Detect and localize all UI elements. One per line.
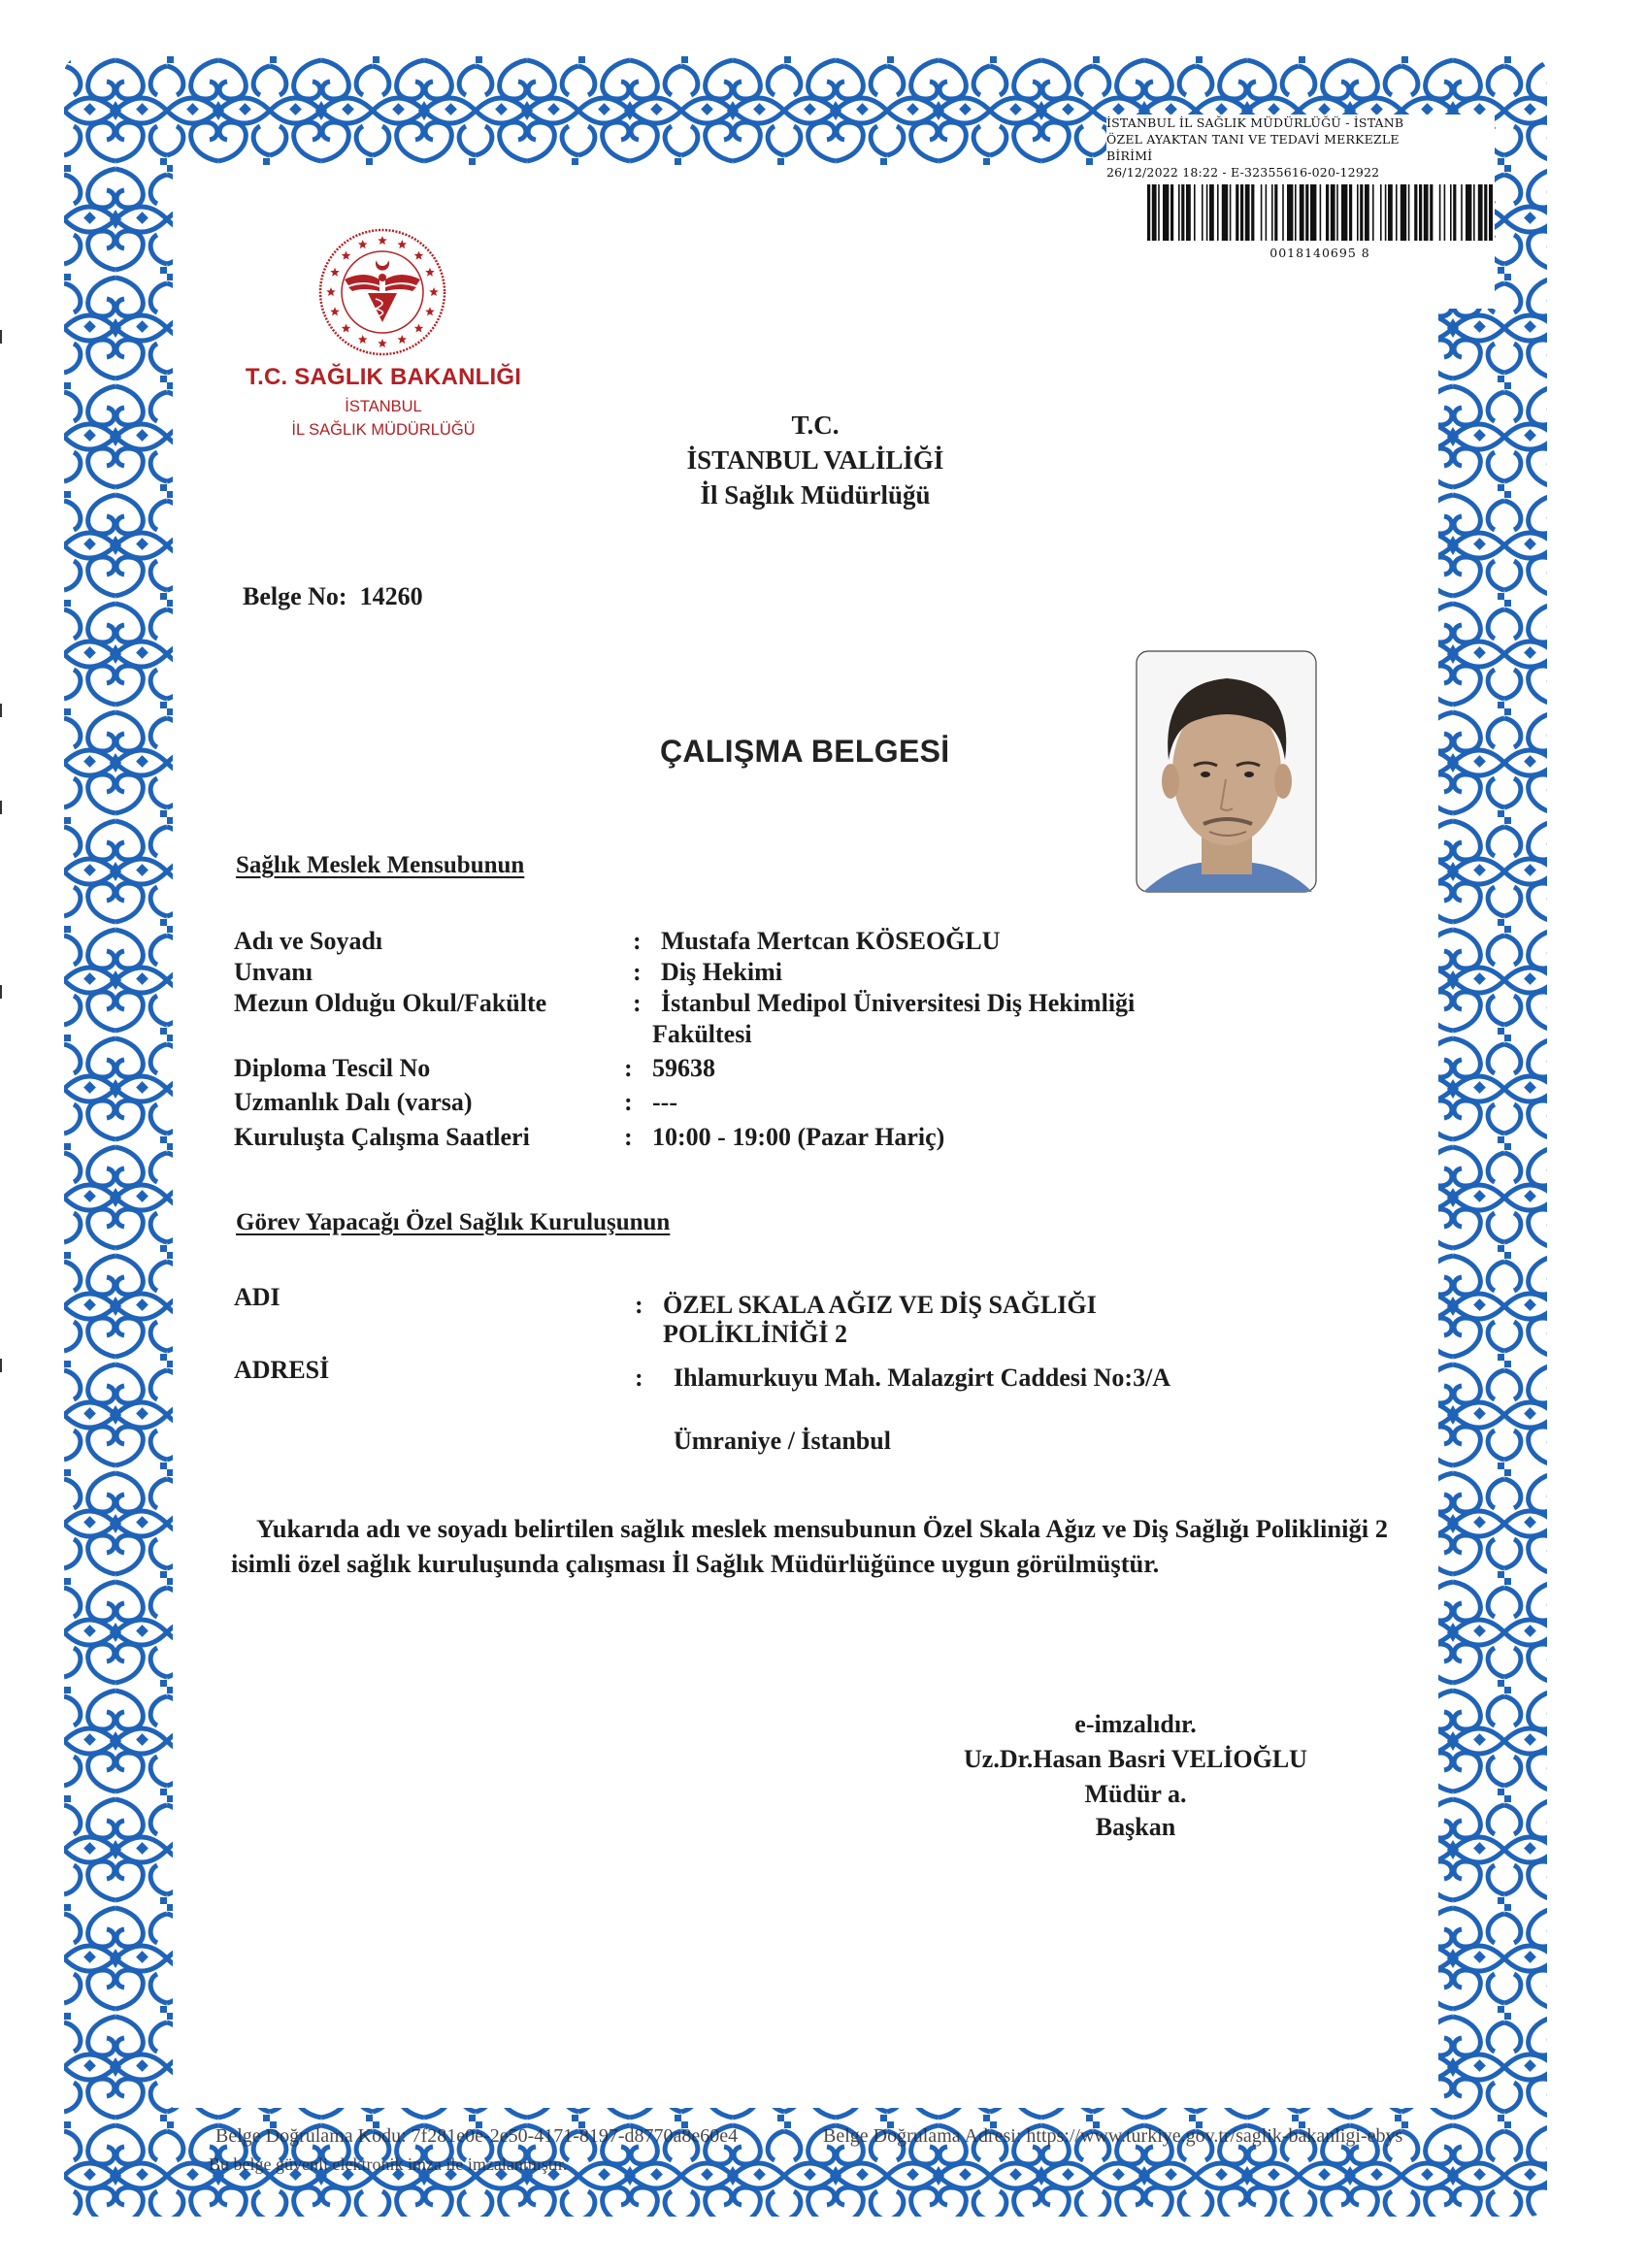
value-working-hours: 10:00 - 19:00 (Pazar Hariç) <box>652 1123 945 1151</box>
barcode-bar <box>1251 184 1254 241</box>
barcode-bar <box>1401 184 1406 241</box>
barcode-bar <box>1419 184 1422 241</box>
ministry-emblem-icon <box>315 225 449 359</box>
stamp-line-2: ÖZEL AYAKTAN TANI VE TEDAVİ MERKEZLE <box>1106 132 1400 147</box>
barcode-bar <box>1170 184 1173 241</box>
barcode-bar <box>1385 184 1387 241</box>
barcode-bar <box>1236 184 1238 241</box>
signatory-name: Uz.Dr.Hasan Basri VELİOĞLU <box>964 1745 1307 1773</box>
star-icon <box>326 287 336 296</box>
label-institution-name: ADI <box>234 1283 280 1311</box>
colon: : <box>633 958 642 986</box>
scan-mark <box>0 1359 2 1372</box>
ministry-name: T.C. SAĞLIK BAKANLIĞI <box>245 364 522 390</box>
document-number-label: Belge No: <box>243 582 347 610</box>
barcode-bar <box>1202 184 1203 241</box>
colon: : <box>633 989 642 1017</box>
value-address-2: Ümraniye / İstanbul <box>674 1427 891 1455</box>
stamp-line-1: İSTANBUL İL SAĞLIK MÜDÜRLÜĞÜ - İSTANB <box>1106 115 1404 130</box>
scan-mark <box>0 704 2 717</box>
barcode-bar <box>1326 184 1329 241</box>
barcode-bar <box>1357 184 1359 241</box>
barcode-bar <box>1365 184 1369 241</box>
star-icon <box>425 268 435 277</box>
barcode-bar <box>1489 184 1493 241</box>
approval-statement: Yukarıda adı ve soyadı belirtilen sağlık meslek mensubunun Özel Skala Ağız ve Diş Sağlığı Polikliniği 2 isimli özel sağlık kuruluşunda çalışması İl Sağlık Müdürlüğünce uygun görülmüştür. <box>231 1514 1388 1578</box>
barcode-bar <box>1320 184 1322 241</box>
barcode-bar <box>1178 184 1180 241</box>
barcode-bar <box>1424 184 1429 241</box>
value-institution-name-2: POLİKLİNİĞİ 2 <box>663 1320 847 1348</box>
barcode-bar <box>1230 184 1232 241</box>
barcode-bar <box>1186 184 1191 241</box>
stamp-date-reference: 26/12/2022 18:22 - E-32355616-020-12922 <box>1106 165 1380 180</box>
signatory-title-1: Müdür a. <box>1084 1780 1187 1808</box>
label-specialty: Uzmanlık Dalı (varsa) <box>234 1088 473 1116</box>
star-icon <box>425 307 435 315</box>
barcode-bar <box>1152 184 1157 241</box>
star-icon <box>429 287 439 296</box>
barcode-bar <box>1408 184 1410 241</box>
barcode-bar <box>1349 184 1352 241</box>
star-icon <box>342 323 351 332</box>
value-full-name: Mustafa Mertcan KÖSEOĞLU <box>661 927 1001 955</box>
barcode-bar <box>1287 184 1293 241</box>
star-icon <box>378 339 387 347</box>
barcode-bar <box>1222 184 1228 241</box>
label-school: Mezun Olduğu Okul/Fakülte <box>234 989 547 1017</box>
barcode-icon <box>1147 184 1493 241</box>
barcode-bar <box>1360 184 1363 241</box>
barcode-bar <box>1461 184 1463 241</box>
star-icon <box>358 335 368 344</box>
star-icon <box>330 307 340 315</box>
verification-address[interactable]: Belge Doğrulama Adresi: https://www.turkiye.gov.tr/saglik-bakanligi-ebys <box>823 2125 1403 2147</box>
barcode-bar <box>1163 184 1169 241</box>
header-tc: T.C. <box>791 411 840 440</box>
barcode-bar <box>1430 184 1433 241</box>
header-directorate: İl Sağlık Müdürlüğü <box>700 480 931 509</box>
colon: : <box>624 1088 633 1116</box>
barcode-bar <box>1261 184 1263 241</box>
value-specialty: --- <box>652 1088 677 1116</box>
document-number-value: 14260 <box>359 582 423 610</box>
scan-mark <box>0 985 2 999</box>
ministry-city: İSTANBUL <box>345 398 422 415</box>
barcode-bar <box>1453 184 1456 241</box>
barcode-bar <box>1209 184 1214 241</box>
barcode-bar <box>1484 184 1487 241</box>
e-signed-note: e-imzalıdır. <box>1074 1710 1197 1738</box>
barcode-bar <box>1372 184 1374 241</box>
barcode-bar <box>1282 184 1284 241</box>
barcode-bar <box>1336 184 1338 241</box>
value-school-continued: Fakültesi <box>652 1020 752 1048</box>
barcode-bar <box>1444 184 1446 241</box>
portrait-photo <box>1132 645 1321 896</box>
signatory-title-2: Başkan <box>1095 1813 1176 1841</box>
professional-section-title: Sağlık Meslek Mensubunun <box>236 852 525 878</box>
star-icon <box>398 240 408 248</box>
barcode-bar <box>1271 184 1273 241</box>
star-icon <box>414 251 424 260</box>
star-icon <box>378 236 387 245</box>
barcode-number: 0018140695 8 <box>1269 246 1370 260</box>
barcode-bar <box>1245 184 1250 241</box>
colon: : <box>624 1054 633 1082</box>
barcode-bar <box>1478 184 1483 241</box>
scan-mark <box>0 330 2 344</box>
colon: : <box>633 927 642 955</box>
document-title: ÇALIŞMA BELGESİ <box>660 734 950 769</box>
value-title: Diş Hekimi <box>661 958 782 986</box>
barcode-bar <box>1217 184 1219 241</box>
barcode-bar <box>1414 184 1417 241</box>
barcode-bar <box>1305 184 1308 241</box>
colon: : <box>635 1291 643 1319</box>
star-icon <box>342 251 351 260</box>
colon: : <box>635 1364 643 1392</box>
value-institution-name-1: ÖZEL SKALA AĞIZ VE DİŞ SAĞLIĞI <box>663 1291 1097 1319</box>
verification-code: Belge Doğrulama Kodu: 7f281e0e-2e50-4171-8197-d8770a8e60e4 <box>215 2125 739 2147</box>
label-diploma-no: Diploma Tescil No <box>234 1054 431 1082</box>
barcode-bar <box>1439 184 1441 241</box>
value-address-1: Ihlamurkuyu Mah. Malazgirt Caddesi No:3/A <box>674 1364 1171 1392</box>
label-full-name: Adı ve Soyadı <box>234 927 383 955</box>
barcode-bar <box>1240 184 1243 241</box>
value-school: İstanbul Medipol Üniversitesi Diş Hekimliği <box>661 989 1136 1017</box>
document-number <box>243 582 423 611</box>
barcode-bar <box>1450 184 1452 241</box>
barcode-bar <box>1473 184 1475 241</box>
barcode-bar <box>1266 184 1268 241</box>
barcode-bar <box>1396 184 1398 241</box>
value-diploma-no: 59638 <box>652 1054 715 1082</box>
barcode-bar <box>1388 184 1393 241</box>
star-icon <box>414 323 424 332</box>
barcode-bar <box>1194 184 1196 241</box>
label-address: ADRESİ <box>234 1356 330 1384</box>
barcode-bar <box>1310 184 1316 241</box>
barcode-bar <box>1181 184 1184 241</box>
star-icon <box>398 335 408 344</box>
barcode-bar <box>1331 184 1335 241</box>
barcode-bar <box>1300 184 1304 241</box>
label-working-hours: Kuruluşta Çalışma Saatleri <box>234 1123 530 1151</box>
label-title: Unvanı <box>234 958 313 986</box>
colon: : <box>624 1123 633 1151</box>
barcode-bar <box>1295 184 1297 241</box>
scan-mark <box>0 801 2 814</box>
e-signature-note: Bu belge güvenli elektronik imza ile imzalanmıştır. <box>209 2154 568 2174</box>
header-governorship: İSTANBUL VALİLİĞİ <box>686 445 944 475</box>
barcode-bar <box>1466 184 1471 241</box>
barcode-bar <box>1158 184 1160 241</box>
star-icon <box>330 268 340 277</box>
barcode-bar <box>1274 184 1277 241</box>
ministry-directorate: İL SAĞLIK MÜDÜRLÜĞÜ <box>291 421 476 439</box>
star-icon <box>358 240 368 248</box>
institution-section-title: Görev Yapacağı Özel Sağlık Kuruluşunun <box>236 1209 671 1235</box>
barcode-bar <box>1147 184 1150 241</box>
barcode-bar <box>1206 184 1208 241</box>
e-signature-stamp <box>1106 115 1495 309</box>
stamp-line-3: BİRİMİ <box>1106 148 1153 163</box>
barcode-bar <box>1380 184 1382 241</box>
barcode-bar <box>1341 184 1347 241</box>
